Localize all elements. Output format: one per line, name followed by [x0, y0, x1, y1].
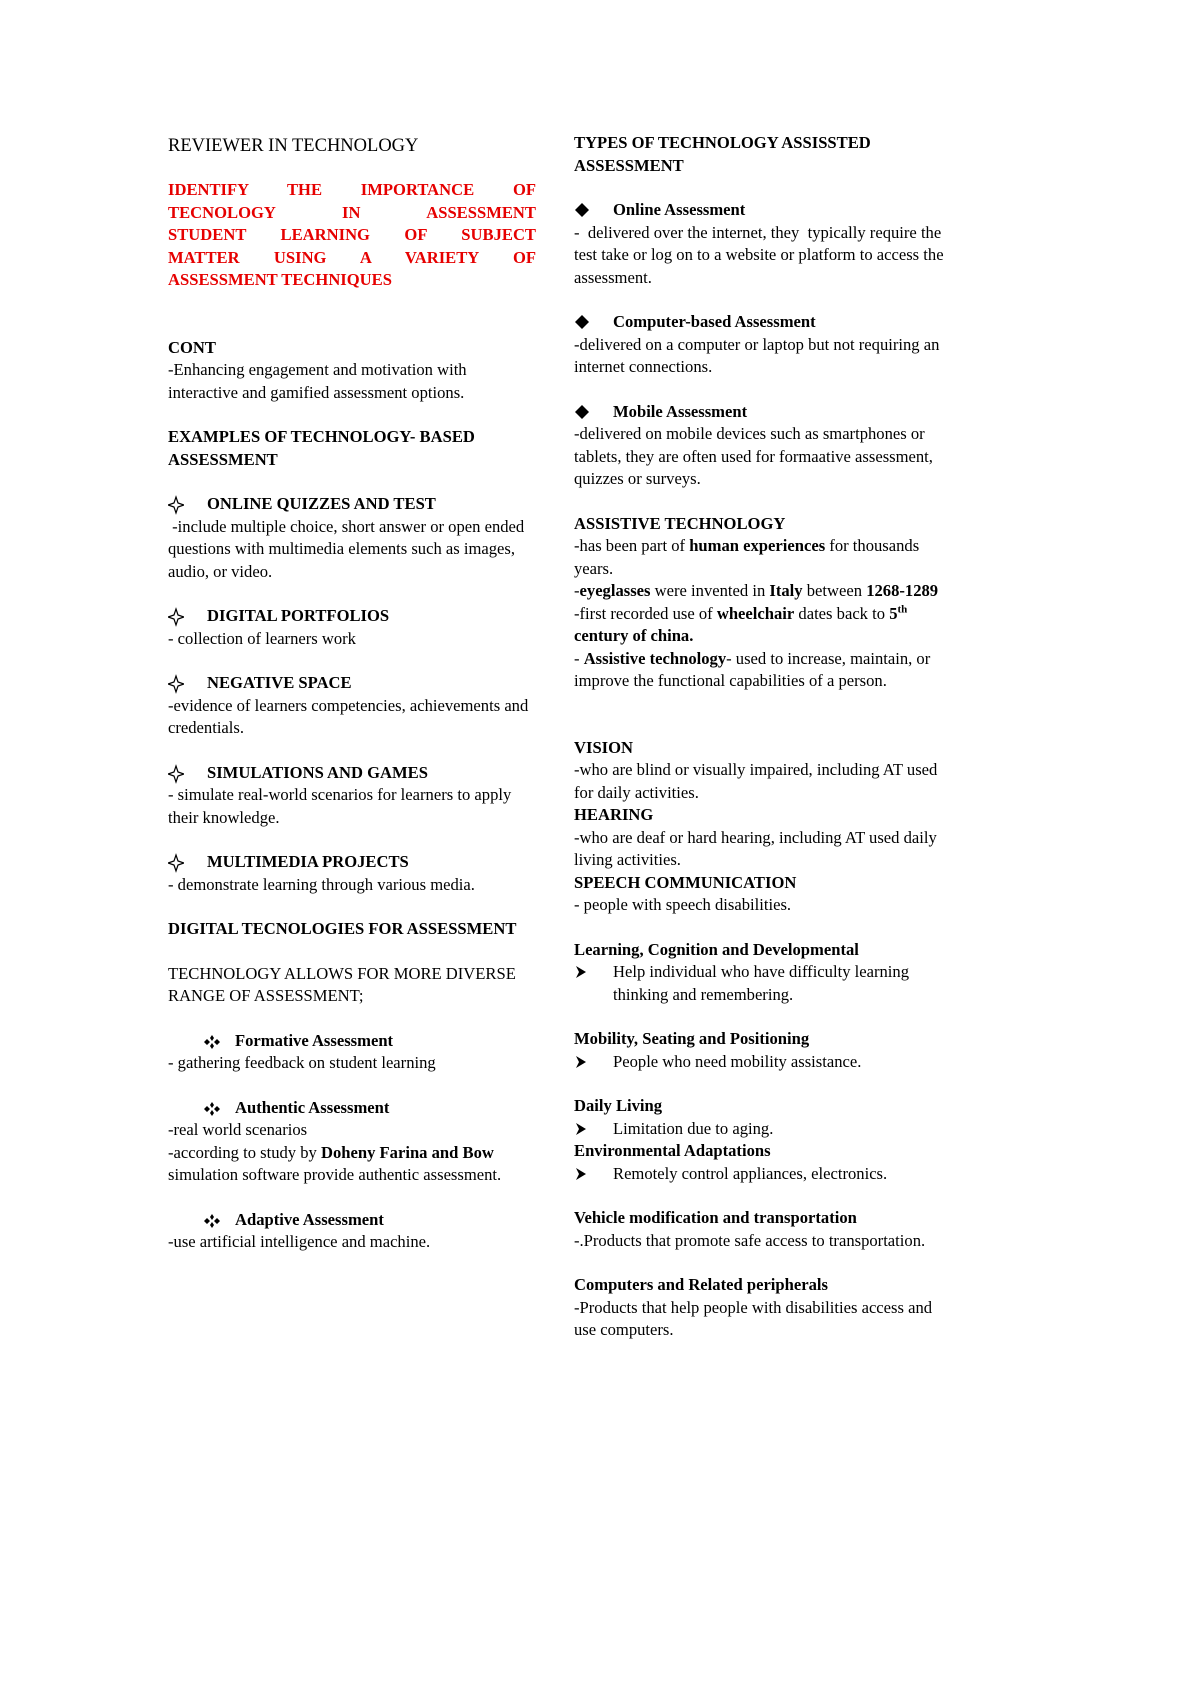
- four-diamond-icon: [203, 1209, 221, 1231]
- cont-label: CONT: [168, 337, 216, 357]
- learning-item: Help individual who have difficulty learning thinking and remembering.: [574, 961, 946, 1006]
- vehicle-text: -.Products that promote safe access to transportation.: [574, 1230, 926, 1250]
- importance-heading: [168, 179, 536, 292]
- example-item: [168, 672, 536, 740]
- vision-text: -who are blind or visually impaired, including AT used for daily activities.: [574, 760, 938, 802]
- vision-label: VISION: [574, 737, 634, 757]
- four-point-star-outline-icon: [168, 672, 198, 694]
- importance-heading-line: IDENTIFY THE IMPORTANCE OF: [168, 180, 536, 199]
- type-text: -delivered on a computer or laptop but not requiring an internet connections.: [574, 334, 940, 376]
- assistive-text: -eyeglasses were invented in Italy between 1268-1289: [574, 581, 939, 600]
- assessment-item: [168, 1030, 536, 1075]
- cont-text: -Enhancing engagement and motivation with interactive and gamified assessment options.: [168, 360, 467, 402]
- example-text: - simulate real-world scenarios for learners to apply their knowledge.: [168, 785, 512, 827]
- importance-heading-line: ASSESSMENT TECHNIQUES: [168, 270, 392, 289]
- example-text: - collection of learners work: [168, 628, 356, 648]
- assessment-title: Adaptive Assessment: [235, 1209, 384, 1229]
- example-item: [168, 762, 536, 830]
- importance-heading-line: STUDENT LEARNING OF SUBJECT: [168, 225, 536, 244]
- arrowhead-icon: [574, 1118, 604, 1140]
- importance-heading-line: MATTER USING A VARIETY OF: [168, 247, 536, 267]
- speech-text: - people with speech disabilities.: [574, 895, 792, 914]
- right-column: [574, 132, 946, 1342]
- assessment-text: -use artificial intelligence and machine.: [168, 1232, 431, 1251]
- learning-label: Learning, Cognition and Developmental: [574, 939, 859, 959]
- black-diamond-icon: [574, 199, 604, 221]
- example-text: -evidence of learners competencies, achievements and credentials.: [168, 695, 529, 737]
- speech-label: SPEECH COMMUNICATION: [574, 872, 797, 892]
- black-diamond-icon: [574, 401, 604, 423]
- type-title: Mobile Assessment: [613, 401, 748, 421]
- arrowhead-icon: [574, 1163, 604, 1185]
- types-heading: TYPES OF TECHNOLOGY ASSISSTED ASSESSMENT: [574, 133, 871, 175]
- four-point-star-outline-icon: [168, 762, 198, 784]
- assessment-item: [168, 1097, 536, 1187]
- mobility-item: People who need mobility assistance.: [574, 1051, 946, 1074]
- type-title: Online Assessment: [613, 200, 746, 219]
- type-item: [574, 401, 946, 491]
- environmental-label: Environmental Adaptations: [574, 1141, 771, 1160]
- four-point-star-outline-icon: [168, 493, 198, 515]
- example-title: ONLINE QUIZZES AND TEST: [207, 494, 436, 513]
- arrowhead-icon: [574, 961, 604, 983]
- arrowhead-icon: [574, 1051, 604, 1073]
- example-item: [168, 851, 536, 896]
- examples-heading: EXAMPLES OF TECHNOLOGY- BASED ASSESSMENT: [168, 427, 475, 469]
- assistive-text: -has been part of human experiences for thousands years.: [574, 536, 920, 578]
- example-item: [168, 493, 536, 583]
- assessment-text: - gathering feedback on student learning: [168, 1053, 436, 1072]
- assistive-text: - Assistive technology- used to increase, maintain, or improve the functional capabilities of a person.: [574, 648, 931, 690]
- daily-living-item: Limitation due to aging.: [574, 1118, 946, 1141]
- type-item: [574, 199, 946, 289]
- assistive-technology-heading: ASSISTIVE TECHNOLOGY: [574, 513, 786, 533]
- example-title: DIGITAL PORTFOLIOS: [207, 606, 390, 625]
- assistive-text: -first recorded use of wheelchair dates back to 5th century of china.: [574, 602, 908, 645]
- left-column: [168, 132, 536, 1254]
- daily-living-label: Daily Living: [574, 1096, 663, 1115]
- example-title: SIMULATIONS AND GAMES: [207, 762, 428, 782]
- type-text: - delivered over the internet, they typically require the test take or log on to a website or platform to access the assessment.: [574, 222, 948, 287]
- example-text: - demonstrate learning through various media.: [168, 874, 475, 894]
- environmental-item: Remotely control appliances, electronics.: [574, 1163, 946, 1186]
- digital-technologies-heading: DIGITAL TECNOLOGIES FOR ASSESSMENT: [168, 919, 517, 938]
- four-point-star-outline-icon: [168, 851, 198, 873]
- computers-label: Computers and Related peripherals: [574, 1275, 828, 1294]
- assessment-title: Formative Assessment: [235, 1030, 394, 1050]
- example-title: NEGATIVE SPACE: [207, 673, 352, 692]
- allows-text: TECHNOLOGY ALLOWS FOR MORE DIVERSE RANGE OF ASSESSMENT;: [168, 963, 516, 1005]
- vehicle-label: Vehicle modification and transportation: [574, 1208, 857, 1227]
- assessment-title: Authentic Assessment: [235, 1097, 390, 1117]
- importance-heading-line: TECNOLOGY IN ASSESSMENT: [168, 202, 536, 222]
- authentic-study-text: [168, 1142, 536, 1187]
- type-text: -delivered on mobile devices such as smartphones or tablets, they are often used for formaative assessment, quizzes or surveys.: [574, 424, 933, 488]
- study-prefix: -according to study by: [168, 1142, 321, 1162]
- mobility-label: Mobility, Seating and Positioning: [574, 1029, 810, 1048]
- computers-text: -Products that help people with disabilities access and use computers.: [574, 1297, 933, 1339]
- hearing-label: HEARING: [574, 805, 654, 824]
- hearing-text: -who are deaf or hard hearing, including AT used daily living activities.: [574, 827, 937, 869]
- assessment-item: [168, 1209, 536, 1254]
- four-point-star-outline-icon: [168, 605, 198, 627]
- four-diamond-icon: [203, 1097, 221, 1119]
- study-suffix: simulation software provide authentic assessment.: [168, 1165, 502, 1184]
- document-title: REVIEWER IN TECHNOLOGY: [168, 136, 419, 156]
- study-authors: Doheny Farina and Bow: [321, 1142, 494, 1162]
- example-text: -include multiple choice, short answer or open ended questions with multimedia elements such as images, audio, or video.: [168, 516, 529, 581]
- type-item: [574, 311, 946, 379]
- four-diamond-icon: [203, 1030, 221, 1052]
- assessment-text: -real world scenarios: [168, 1120, 308, 1139]
- black-diamond-icon: [574, 311, 604, 333]
- example-item: [168, 605, 536, 650]
- example-title: MULTIMEDIA PROJECTS: [207, 852, 409, 871]
- type-title: Computer-based Assessment: [613, 312, 816, 331]
